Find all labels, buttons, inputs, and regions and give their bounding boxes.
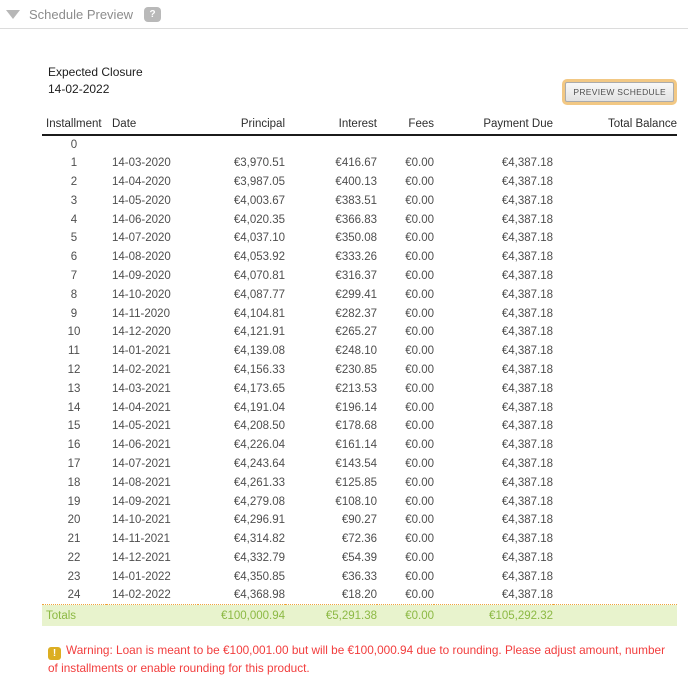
cell-total-balance xyxy=(553,248,677,267)
cell-principal: €4,208.50 xyxy=(233,420,285,433)
cell-installment: 0 xyxy=(70,138,78,151)
cell-fees: €0.00 xyxy=(405,269,434,282)
cell-installment: 16 xyxy=(67,439,81,452)
warning-icon: ! xyxy=(48,647,61,660)
cell-interest: €178.68 xyxy=(335,420,377,433)
cell-principal: €4,368.98 xyxy=(233,589,285,602)
cell-installment: 17 xyxy=(67,457,81,470)
cell-payment-due xyxy=(434,135,553,154)
cell-total-balance xyxy=(553,398,677,417)
cell-interest: €248.10 xyxy=(335,345,377,358)
cell-date: 14-02-2021 xyxy=(112,363,171,376)
table-row xyxy=(42,567,677,586)
cell-date: 14-10-2020 xyxy=(112,288,171,301)
cell-payment-due: €4,387.18 xyxy=(501,439,553,452)
cell-principal: €100,000.94 xyxy=(198,605,285,626)
cell-installment: 20 xyxy=(67,514,81,527)
cell-total-balance xyxy=(553,455,677,474)
cell-fees: €0.00 xyxy=(405,439,434,452)
cell-payment-due: €4,387.18 xyxy=(501,401,553,414)
cell-installment: 12 xyxy=(67,363,81,376)
cell-principal xyxy=(198,135,285,154)
cell-principal: €4,070.81 xyxy=(233,269,285,282)
cell-principal: €4,121.91 xyxy=(233,326,285,339)
cell-principal: €4,314.82 xyxy=(233,533,285,546)
cell-total-balance xyxy=(553,173,677,192)
cell-total-balance xyxy=(553,267,677,286)
expected-closure-label: Expected Closure xyxy=(48,65,143,79)
cell-payment-due: €4,387.18 xyxy=(501,157,553,170)
cell-total-balance xyxy=(553,436,677,455)
cell-principal: €4,296.91 xyxy=(233,514,285,527)
table-row xyxy=(42,530,677,549)
cell-date: 14-02-2022 xyxy=(112,589,171,602)
table-row xyxy=(42,398,677,417)
cell-fees: €0.00 xyxy=(405,326,434,339)
cell-interest: €108.10 xyxy=(335,495,377,508)
panel-content xyxy=(0,29,688,676)
schedule-table xyxy=(42,118,677,626)
cell-total-balance xyxy=(553,154,677,173)
preview-schedule-button-focus-ring xyxy=(562,79,677,105)
cell-interest: €161.14 xyxy=(335,439,377,452)
table-row xyxy=(42,173,677,192)
cell-date: 14-08-2021 xyxy=(112,476,171,489)
cell-date: 14-12-2021 xyxy=(112,551,171,564)
cell-payment-due: €105,292.32 xyxy=(434,605,553,626)
cell-installment: 14 xyxy=(67,401,81,414)
cell-installment: 6 xyxy=(70,251,78,264)
cell-principal: €4,226.04 xyxy=(233,439,285,452)
table-row xyxy=(42,304,677,323)
cell-date xyxy=(106,135,198,154)
warning-text: Warning: Loan is meant to be €100,001.00 but will be €100,000.94 due to rounding. Please adjust amount, number of installments or enable rounding for this product. xyxy=(48,642,665,675)
cell-installment: 7 xyxy=(70,269,78,282)
preview-schedule-button[interactable]: PREVIEW SCHEDULE xyxy=(565,82,674,102)
cell-interest: €265.27 xyxy=(335,326,377,339)
cell-payment-due: €4,387.18 xyxy=(501,570,553,583)
cell-fees: €0.00 xyxy=(405,288,434,301)
table-row xyxy=(42,342,677,361)
table-row xyxy=(42,135,677,154)
cell-date: 14-01-2022 xyxy=(112,570,171,583)
cell-date: 14-05-2020 xyxy=(112,194,171,207)
cell-payment-due: €4,387.18 xyxy=(501,345,553,358)
cell-total-balance xyxy=(553,511,677,530)
cell-date: 14-03-2021 xyxy=(112,382,171,395)
table-row xyxy=(42,248,677,267)
table-row xyxy=(42,455,677,474)
cell-payment-due: €4,387.18 xyxy=(501,326,553,339)
cell-fees: €0.00 xyxy=(405,363,434,376)
cell-fees: €0.00 xyxy=(405,589,434,602)
cell-total-balance xyxy=(553,135,677,154)
cell-total-balance xyxy=(553,492,677,511)
cell-payment-due: €4,387.18 xyxy=(501,495,553,508)
table-row xyxy=(42,511,677,530)
cell-date: 14-07-2020 xyxy=(112,232,171,245)
cell-principal: €4,104.81 xyxy=(233,307,285,320)
cell-fees: €0.00 xyxy=(405,382,434,395)
table-row xyxy=(42,492,677,511)
cell-payment-due: €4,387.18 xyxy=(501,533,553,546)
cell-installment: 23 xyxy=(67,570,81,583)
cell-interest: €5,291.38 xyxy=(285,605,377,626)
cell-principal: €4,020.35 xyxy=(233,213,285,226)
cell-fees: €0.00 xyxy=(405,345,434,358)
cell-interest: €333.26 xyxy=(335,251,377,264)
cell-interest: €125.85 xyxy=(335,476,377,489)
cell-interest: €18.20 xyxy=(341,589,377,602)
cell-date: 14-12-2020 xyxy=(112,326,171,339)
cell-fees xyxy=(377,135,434,154)
cell-payment-due: €4,387.18 xyxy=(501,213,553,226)
cell-principal: €4,279.08 xyxy=(233,495,285,508)
table-row xyxy=(42,586,677,605)
cell-fees: €0.00 xyxy=(405,457,434,470)
cell-total-balance xyxy=(553,549,677,568)
panel-header xyxy=(0,0,688,29)
column-header-payment-due: Payment Due xyxy=(434,118,553,135)
cell-fees: €0.00 xyxy=(405,401,434,414)
cell-installment: 3 xyxy=(70,194,78,207)
cell-principal: €3,987.05 xyxy=(233,175,285,188)
cell-fees: €0.00 xyxy=(405,514,434,527)
cell-principal: €4,003.67 xyxy=(233,194,285,207)
cell-interest: €282.37 xyxy=(335,307,377,320)
cell-installment: 13 xyxy=(67,382,81,395)
cell-date: 14-01-2021 xyxy=(112,345,171,358)
cell-date: 14-09-2021 xyxy=(112,495,171,508)
cell-installment: 5 xyxy=(70,232,78,245)
cell-total-balance xyxy=(553,323,677,342)
cell-payment-due: €4,387.18 xyxy=(501,288,553,301)
cell-principal: €4,037.10 xyxy=(233,232,285,245)
cell-installment: Totals xyxy=(42,605,106,626)
cell-interest: €366.83 xyxy=(335,213,377,226)
cell-total-balance xyxy=(553,586,677,605)
column-header-date: Date xyxy=(106,118,198,135)
cell-principal: €4,243.64 xyxy=(233,457,285,470)
cell-principal: €4,261.33 xyxy=(233,476,285,489)
table-row xyxy=(42,267,677,286)
cell-principal: €4,156.33 xyxy=(233,363,285,376)
cell-date: 14-11-2021 xyxy=(112,533,170,546)
cell-principal: €4,087.77 xyxy=(233,288,285,301)
cell-total-balance xyxy=(553,285,677,304)
totals-row xyxy=(42,605,677,626)
collapse-triangle-icon[interactable] xyxy=(6,10,20,19)
rounding-warning xyxy=(48,642,676,676)
cell-installment: 21 xyxy=(67,533,81,546)
cell-payment-due: €4,387.18 xyxy=(501,589,553,602)
cell-total-balance xyxy=(553,530,677,549)
cell-fees: €0.00 xyxy=(405,551,434,564)
cell-fees: €0.00 xyxy=(405,307,434,320)
cell-payment-due: €4,387.18 xyxy=(501,420,553,433)
cell-principal: €4,139.08 xyxy=(233,345,285,358)
cell-fees: €0.00 xyxy=(377,605,434,626)
panel-title: Schedule Preview xyxy=(29,6,134,22)
cell-total-balance xyxy=(553,229,677,248)
cell-installment: 11 xyxy=(68,345,80,358)
cell-interest: €416.67 xyxy=(335,157,377,170)
cell-installment: 4 xyxy=(70,213,78,226)
cell-total-balance xyxy=(553,379,677,398)
column-header-installment: Installment xyxy=(42,118,106,135)
cell-interest: €299.41 xyxy=(335,288,377,301)
cell-payment-due: €4,387.18 xyxy=(501,382,553,395)
cell-installment: 8 xyxy=(70,288,78,301)
cell-payment-due: €4,387.18 xyxy=(501,476,553,489)
cell-installment: 24 xyxy=(67,589,81,602)
table-row xyxy=(42,210,677,229)
cell-installment: 9 xyxy=(70,307,78,320)
cell-fees: €0.00 xyxy=(405,533,434,546)
cell-payment-due: €4,387.18 xyxy=(501,175,553,188)
cell-payment-due: €4,387.18 xyxy=(501,551,553,564)
cell-interest: €143.54 xyxy=(335,457,377,470)
cell-interest: €350.08 xyxy=(335,232,377,245)
column-header-total-balance: Total Balance xyxy=(553,118,677,135)
cell-date: 14-03-2020 xyxy=(112,157,171,170)
cell-principal: €4,173.65 xyxy=(233,382,285,395)
cell-interest: €383.51 xyxy=(335,194,377,207)
cell-payment-due: €4,387.18 xyxy=(501,194,553,207)
help-icon[interactable]: ? xyxy=(144,7,161,22)
cell-date: 14-04-2020 xyxy=(112,175,171,188)
table-row xyxy=(42,191,677,210)
cell-fees: €0.00 xyxy=(405,213,434,226)
expected-closure-date: 14-02-2022 xyxy=(48,82,110,96)
cell-date: 14-09-2020 xyxy=(112,269,171,282)
cell-interest: €400.13 xyxy=(335,175,377,188)
cell-total-balance xyxy=(553,342,677,361)
cell-principal: €3,970.51 xyxy=(233,157,285,170)
cell-installment: 10 xyxy=(67,326,81,339)
cell-fees: €0.00 xyxy=(405,175,434,188)
cell-fees: €0.00 xyxy=(405,570,434,583)
cell-installment: 22 xyxy=(67,551,81,564)
cell-fees: €0.00 xyxy=(405,157,434,170)
cell-date: 14-06-2021 xyxy=(112,439,171,452)
cell-date xyxy=(106,605,198,626)
cell-payment-due: €4,387.18 xyxy=(501,457,553,470)
cell-total-balance xyxy=(553,361,677,380)
table-header-row xyxy=(42,118,677,135)
cell-fees: €0.00 xyxy=(405,476,434,489)
table-row xyxy=(42,361,677,380)
cell-total-balance xyxy=(553,304,677,323)
cell-interest: €90.27 xyxy=(341,514,377,527)
table-row xyxy=(42,473,677,492)
cell-installment: 15 xyxy=(67,420,81,433)
cell-payment-due: €4,387.18 xyxy=(501,363,553,376)
cell-principal: €4,191.04 xyxy=(233,401,285,414)
cell-total-balance xyxy=(553,210,677,229)
cell-payment-due: €4,387.18 xyxy=(501,269,553,282)
cell-date: 14-08-2020 xyxy=(112,251,171,264)
cell-interest: €230.85 xyxy=(335,363,377,376)
cell-interest: €316.37 xyxy=(335,269,377,282)
cell-payment-due: €4,387.18 xyxy=(501,251,553,264)
table-row xyxy=(42,549,677,568)
table-row xyxy=(42,379,677,398)
cell-interest: €213.53 xyxy=(335,382,377,395)
cell-payment-due: €4,387.18 xyxy=(501,514,553,527)
cell-installment: 18 xyxy=(67,476,81,489)
cell-total-balance xyxy=(553,567,677,586)
cell-interest: €196.14 xyxy=(335,401,377,414)
table-row xyxy=(42,436,677,455)
column-header-interest: Interest xyxy=(285,118,377,135)
table-row xyxy=(42,154,677,173)
column-header-fees: Fees xyxy=(377,118,434,135)
cell-fees: €0.00 xyxy=(405,194,434,207)
cell-date: 14-04-2021 xyxy=(112,401,171,414)
cell-total-balance xyxy=(553,417,677,436)
cell-total-balance xyxy=(553,473,677,492)
cell-total-balance xyxy=(553,605,677,626)
cell-date: 14-06-2020 xyxy=(112,213,171,226)
cell-interest: €36.33 xyxy=(341,570,377,583)
cell-installment: 19 xyxy=(67,495,81,508)
table-row xyxy=(42,285,677,304)
cell-total-balance xyxy=(553,191,677,210)
cell-date: 14-10-2021 xyxy=(112,514,171,527)
cell-date: 14-05-2021 xyxy=(112,420,171,433)
cell-fees: €0.00 xyxy=(405,232,434,245)
table-row xyxy=(42,229,677,248)
table-row xyxy=(42,417,677,436)
column-header-principal: Principal xyxy=(198,118,285,135)
cell-date: 14-07-2021 xyxy=(112,457,171,470)
table-row xyxy=(42,323,677,342)
cell-installment: 2 xyxy=(70,175,78,188)
cell-date: 14-11-2020 xyxy=(112,307,170,320)
cell-principal: €4,053.92 xyxy=(233,251,285,264)
cell-payment-due: €4,387.18 xyxy=(501,232,553,245)
cell-interest: €72.36 xyxy=(341,533,377,546)
cell-fees: €0.00 xyxy=(405,495,434,508)
cell-interest xyxy=(285,135,377,154)
cell-fees: €0.00 xyxy=(405,420,434,433)
cell-interest: €54.39 xyxy=(341,551,377,564)
cell-principal: €4,332.79 xyxy=(233,551,285,564)
cell-principal: €4,350.85 xyxy=(233,570,285,583)
cell-payment-due: €4,387.18 xyxy=(501,307,553,320)
cell-fees: €0.00 xyxy=(405,251,434,264)
cell-installment: 1 xyxy=(70,157,78,170)
